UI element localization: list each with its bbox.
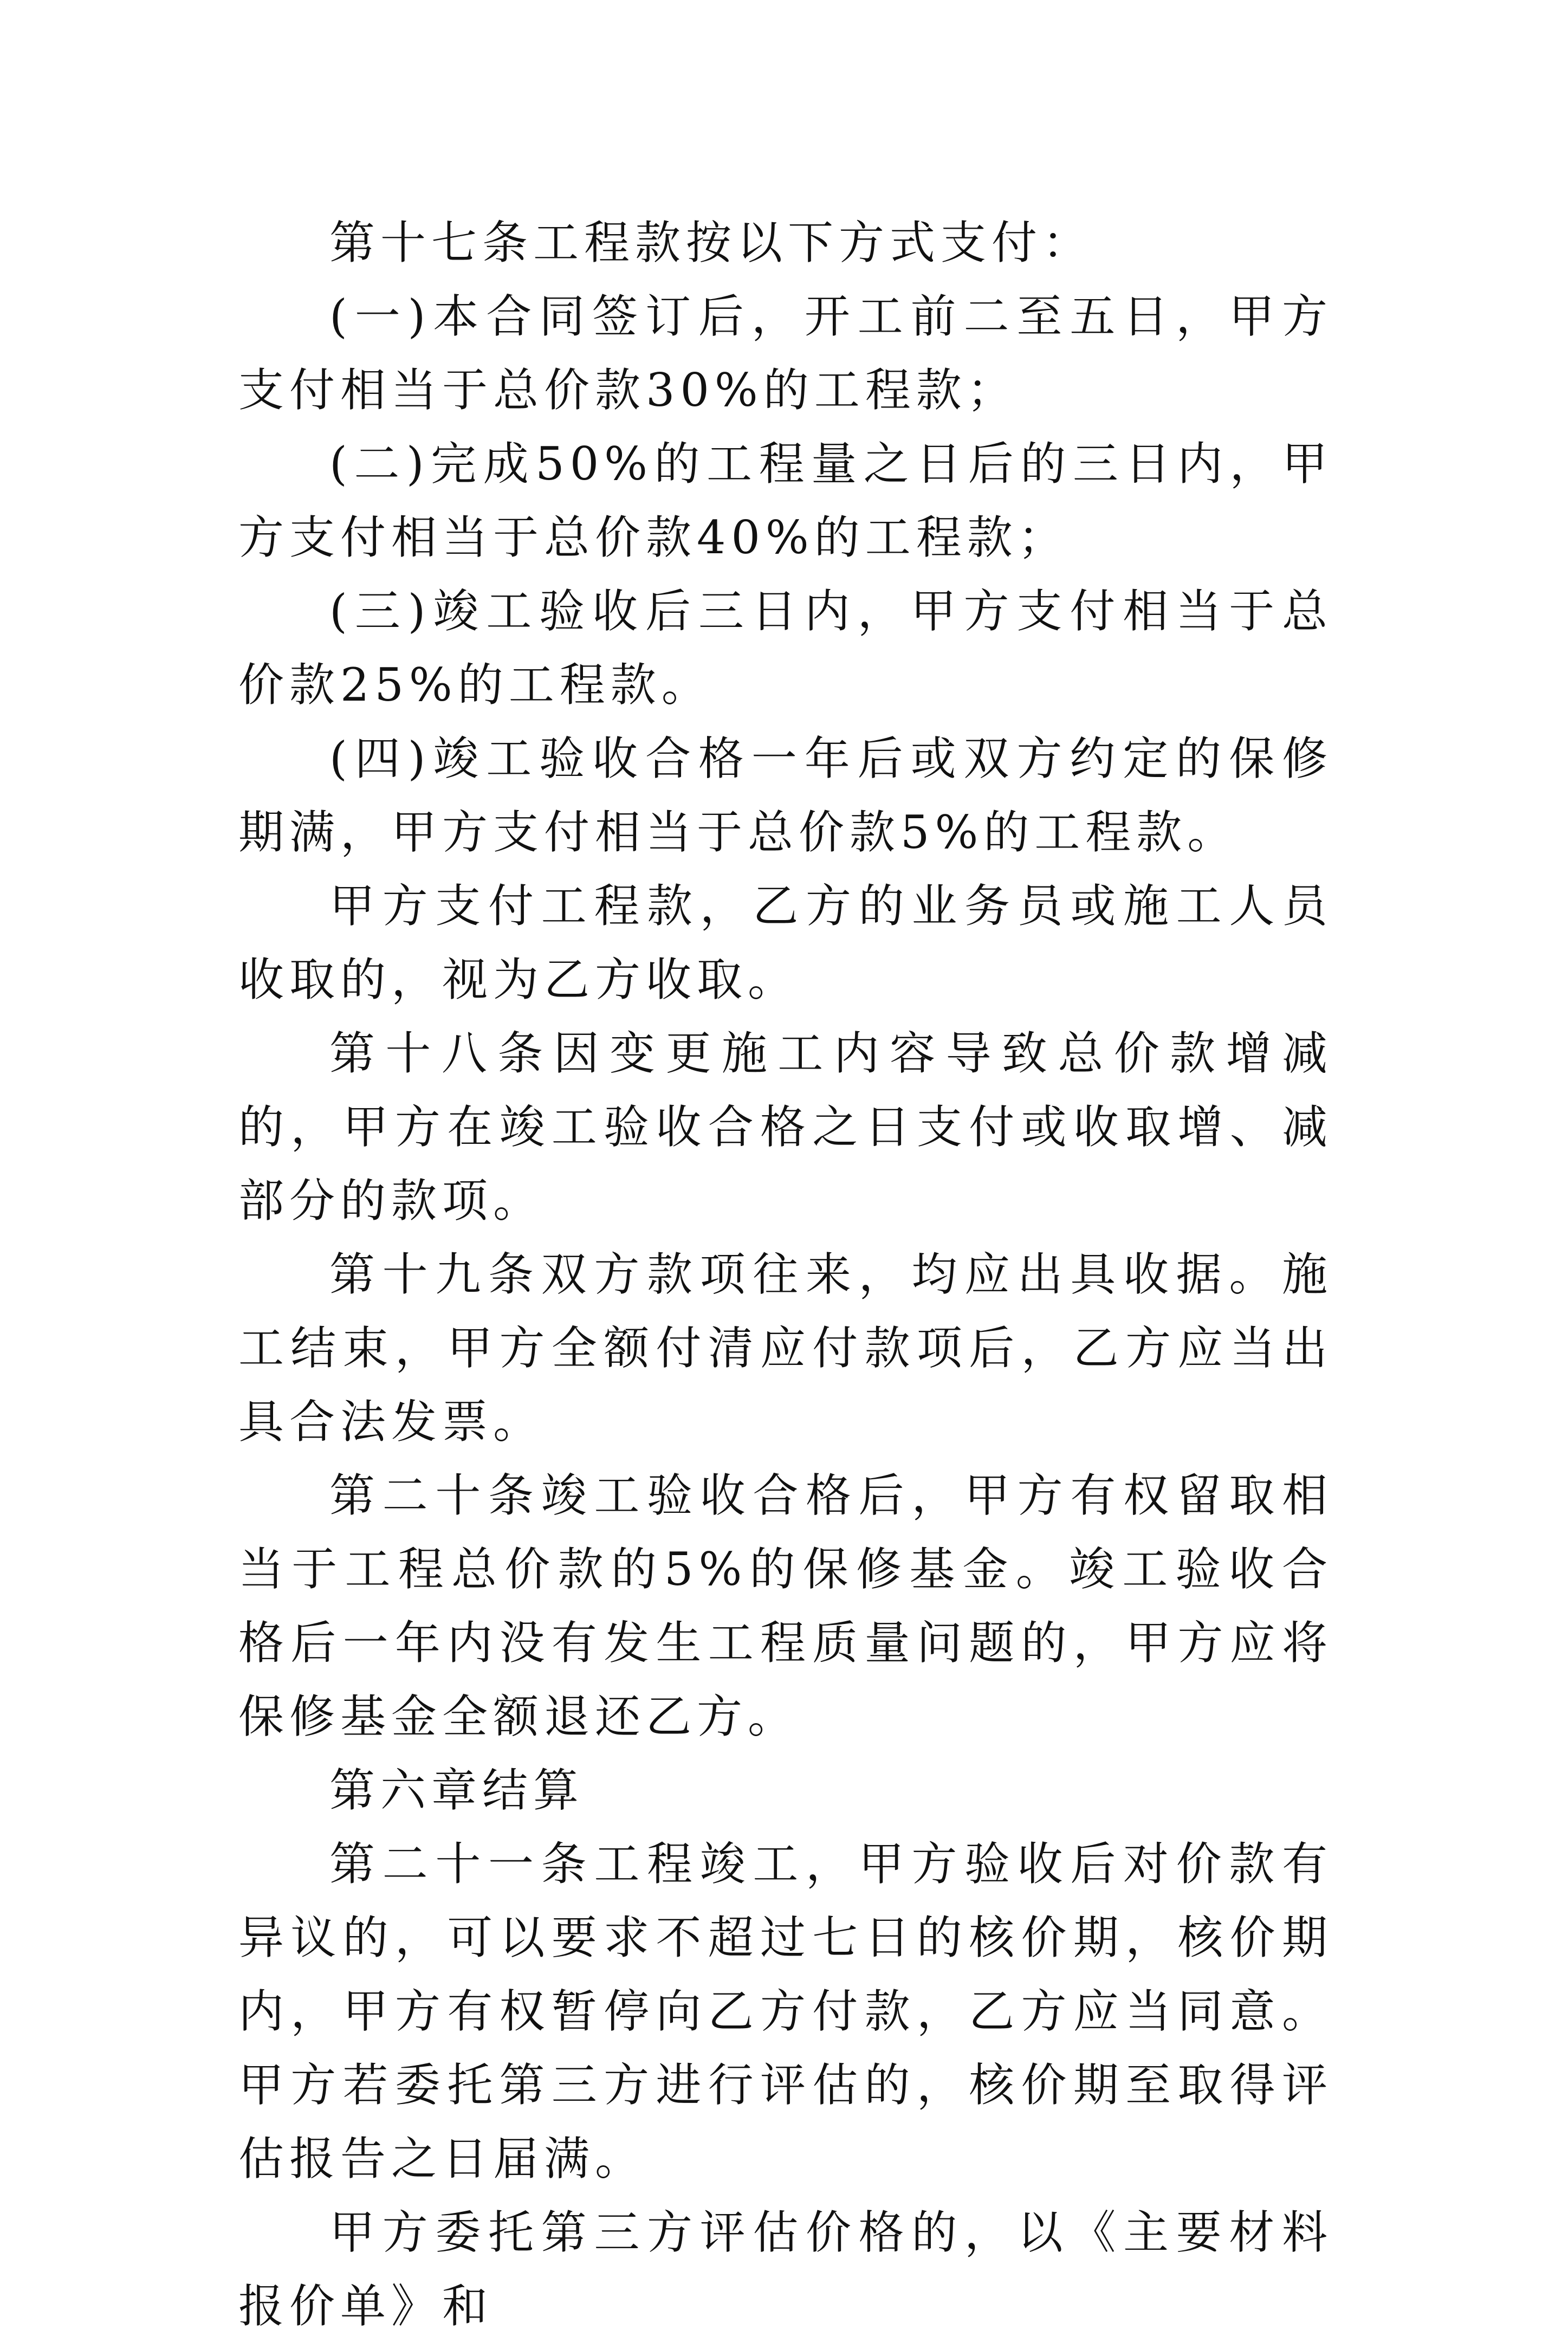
paragraph-article-17: 第十七条工程款按以下方式支付： [329,216,1094,269]
paragraph-article-19: 第十九条双方款项往来，均应出具收据。施工结束，甲方全额付清应付款项后，乙方应当出具合法发票。 [238,1248,1333,1448]
paragraph-article-21: 第二十一条工程竣工，甲方验收后对价款有异议的，可以要求不超过七日的核价期，核价期内，甲方有权暂停向乙方付款，乙方应当同意。甲方若委托第三方进行评估的，核价期至取得评估报告之日届满。 [238,1837,1333,2185]
paragraph-payment-2: (二)完成50%的工程量之日后的三日内，甲方支付相当于总价款40%的工程款； [238,437,1333,564]
paragraph-payment-collection: 甲方支付工程款，乙方的业务员或施工人员收取的，视为乙方收取。 [238,879,1333,1006]
paragraph-payment-3: (三)竣工验收后三日内，甲方支付相当于总价款25%的工程款。 [238,585,1333,711]
document-body [238,206,1333,2343]
paragraph-payment-1: (一)本合同签订后，开工前二至五日，甲方支付相当于总价款30%的工程款； [238,290,1333,417]
paragraph-payment-4: (四)竣工验收合格一年后或双方约定的保修期满，甲方支付相当于总价款5%的工程款。 [238,732,1333,859]
paragraph-third-party-valuation: 甲方委托第三方评估价格的，以《主要材料报价单》和 [238,2206,1333,2333]
chapter-heading-6: 第六章结算 [329,1764,585,1817]
paragraph-article-20: 第二十条竣工验收合格后，甲方有权留取相当于工程总价款的5%的保修基金。竣工验收合格后一年内没有发生工程质量问题的，甲方应将保修基金全额退还乙方。 [238,1469,1333,1743]
paragraph-article-18: 第十八条因变更施工内容导致总价款增减的，甲方在竣工验收合格之日支付或收取增、减部分的款项。 [238,1027,1333,1227]
